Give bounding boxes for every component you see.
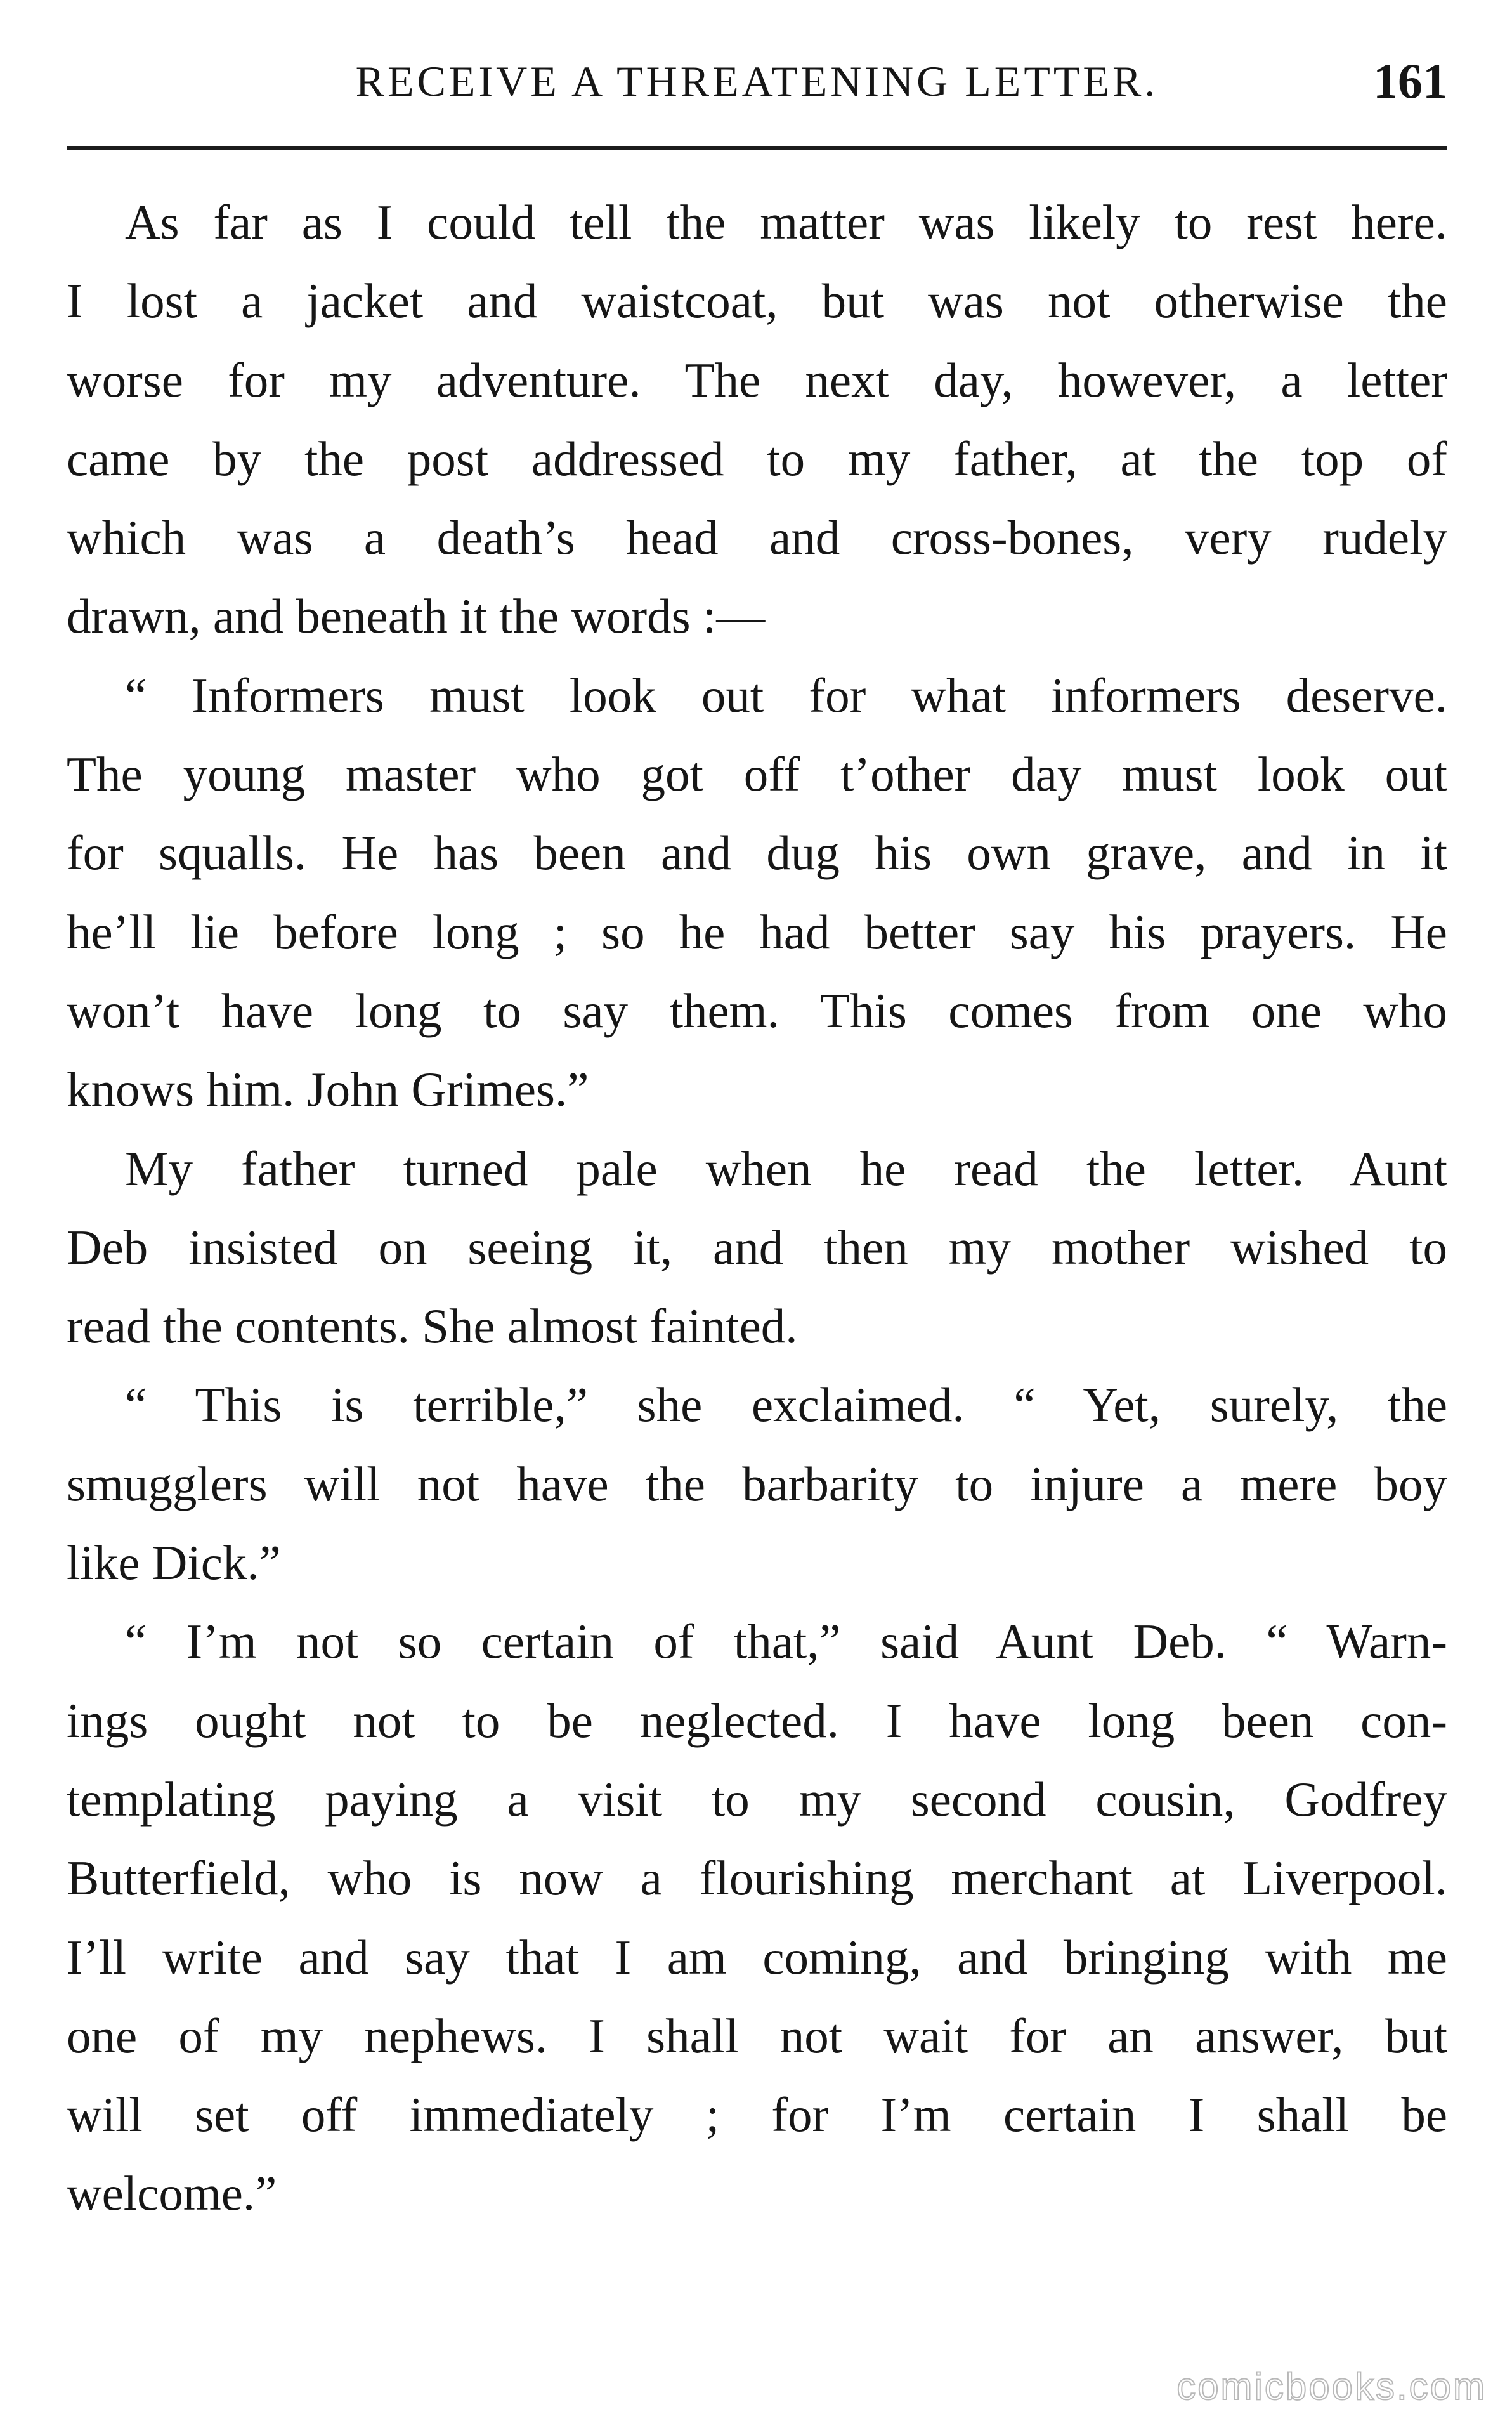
- text-line: won’t have long to say them. This comes from one who: [67, 983, 1447, 1038]
- text-line: like Dick.”: [67, 1535, 281, 1591]
- text-line: “ I’m not so certain of that,” said Aunt Deb. “ Warn-: [125, 1614, 1447, 1669]
- text-line: will set off immediately ; for I’m certain I shall be: [67, 2087, 1447, 2142]
- page-number: 161: [1373, 53, 1447, 108]
- text-line: drawn, and beneath it the words :—: [67, 589, 766, 644]
- text-line: ings ought not to be neglected. I have long been con-: [67, 1693, 1447, 1748]
- paragraph: [67, 1365, 1447, 1602]
- text-line: I’ll write and say that I am coming, and bringing with me: [67, 1929, 1447, 1985]
- text-line: smugglers will not have the barbarity to injure a mere boy: [67, 1456, 1447, 1511]
- text-line: he’ll lie before long ; so he had better say his prayers. He: [67, 904, 1447, 959]
- text-line: “ Informers must look out for what informers deserve.: [125, 667, 1447, 723]
- text-line: My father turned pale when he read the letter. Aunt: [125, 1141, 1447, 1196]
- body-text: [67, 183, 1447, 2233]
- text-line: for squalls. He has been and dug his own grave, and in it: [67, 825, 1447, 881]
- page-header: [67, 43, 1447, 119]
- text-line: one of my nephews. I shall not wait for an answer, but: [67, 2008, 1447, 2063]
- paragraph: [67, 183, 1447, 656]
- paragraph: [67, 1129, 1447, 1366]
- text-line: I lost a jacket and waistcoat, but was not otherwise the: [67, 273, 1447, 329]
- text-line: came by the post addressed to my father, at the top of: [67, 431, 1447, 486]
- text-line: welcome.”: [67, 2166, 277, 2221]
- text-line: As far as I could tell the matter was likely to rest here.: [125, 195, 1447, 249]
- text-line: Butterfield, who is now a flourishing merchant at Liverpool.: [67, 1851, 1447, 1906]
- text-line: “ This is terrible,” she exclaimed. “ Yet, surely, the: [125, 1377, 1447, 1433]
- text-line: templating paying a visit to my second cousin, Godfrey: [67, 1771, 1447, 1827]
- text-line: worse for my adventure. The next day, however, a letter: [67, 352, 1447, 407]
- paragraph: [67, 656, 1447, 1129]
- watermark: comicbooks.com: [1176, 2365, 1487, 2408]
- paragraph: [67, 1602, 1447, 2233]
- header-rule: [67, 146, 1447, 150]
- text-line: The young master who got off t’other day must look out: [67, 747, 1447, 802]
- running-head: RECEIVE A THREATENING LETTER.: [355, 57, 1159, 105]
- text-line: read the contents. She almost fainted.: [67, 1299, 798, 1354]
- text-line: Deb insisted on seeing it, and then my mother wished to: [67, 1219, 1447, 1275]
- text-line: which was a death’s head and cross-bones, very rudely: [67, 510, 1447, 565]
- text-line: knows him. John Grimes.”: [67, 1062, 589, 1117]
